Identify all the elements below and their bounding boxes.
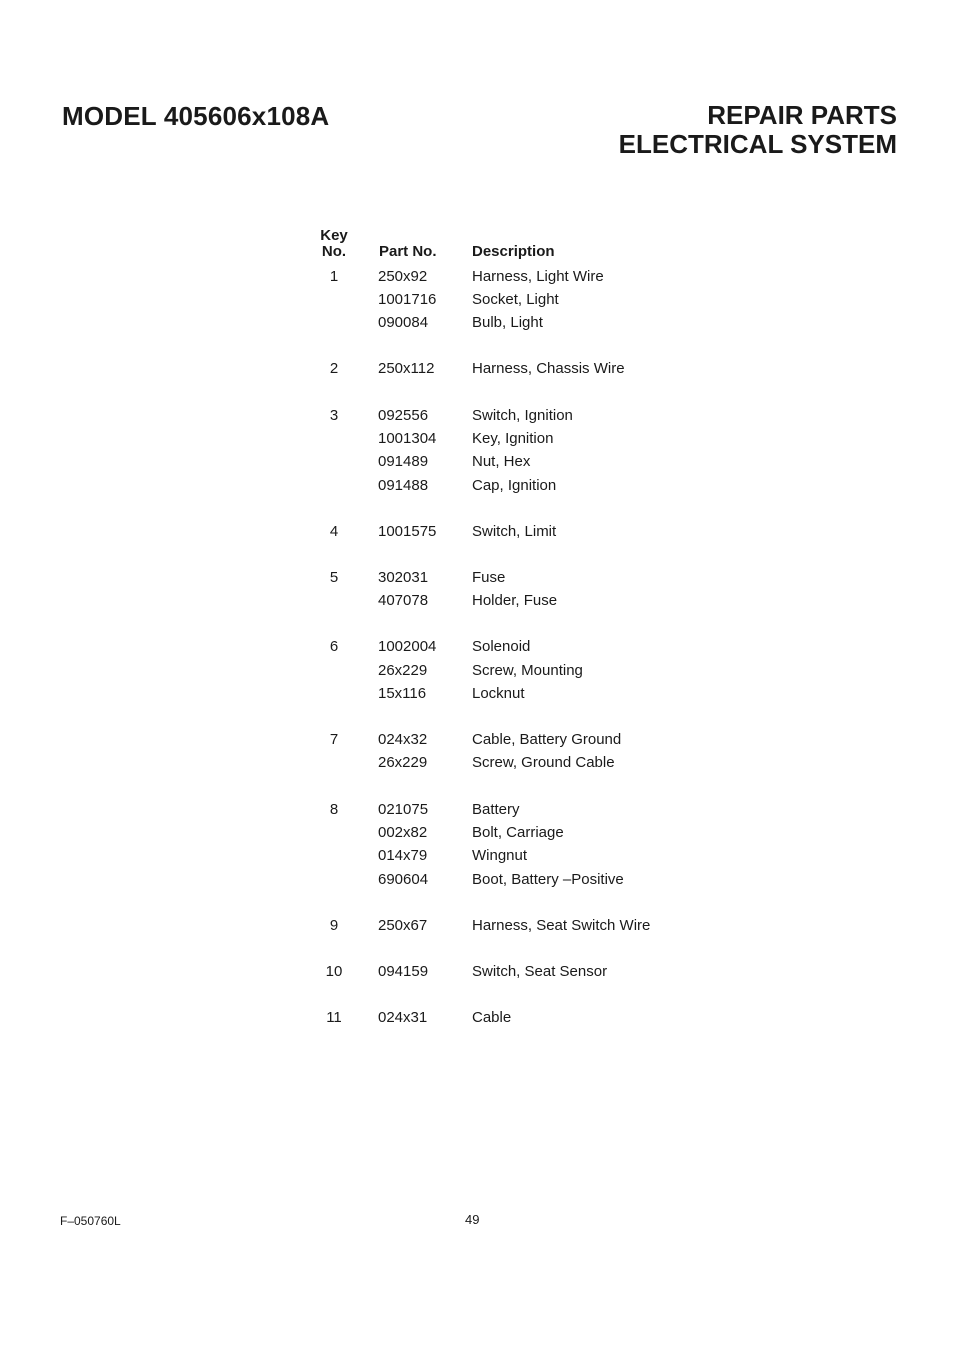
part-no: 26x229 bbox=[378, 754, 428, 771]
description: Switch, Seat Sensor bbox=[472, 963, 608, 980]
description: Nut, Hex bbox=[472, 453, 531, 470]
description: Harness, Chassis Wire bbox=[472, 360, 625, 377]
description: Boot, Battery –Positive bbox=[472, 871, 624, 888]
description: Switch, Limit bbox=[472, 523, 557, 540]
page-number: 49 bbox=[465, 1212, 480, 1227]
table-row bbox=[0, 267, 954, 287]
table-row bbox=[0, 730, 954, 750]
part-no: 024x32 bbox=[378, 731, 428, 748]
description: Cap, Ignition bbox=[472, 477, 557, 494]
table-row bbox=[0, 476, 954, 496]
description: Bulb, Light bbox=[472, 314, 543, 331]
table-row bbox=[0, 591, 954, 611]
part-no: 014x79 bbox=[378, 847, 428, 864]
table-row bbox=[0, 753, 954, 773]
key-no: 7 bbox=[329, 731, 339, 748]
table-row bbox=[0, 684, 954, 704]
table-row bbox=[0, 962, 954, 982]
description: Harness, Seat Switch Wire bbox=[472, 917, 651, 934]
column-header-key bbox=[314, 228, 354, 260]
table-row bbox=[0, 452, 954, 472]
table-row bbox=[0, 870, 954, 890]
table-row bbox=[0, 406, 954, 426]
part-no: 092556 bbox=[378, 407, 429, 424]
document-code: F–050760L bbox=[60, 1214, 121, 1228]
description: Bolt, Carriage bbox=[472, 824, 564, 841]
table-row bbox=[0, 800, 954, 820]
description: Screw, Mounting bbox=[472, 662, 583, 679]
key-no: 4 bbox=[329, 523, 339, 540]
part-no: 15x116 bbox=[378, 685, 427, 702]
part-no: 094159 bbox=[378, 963, 429, 980]
table-row bbox=[0, 429, 954, 449]
table-row bbox=[0, 823, 954, 843]
part-no: 090084 bbox=[378, 314, 429, 331]
model-title: MODEL 405606x108A bbox=[62, 101, 330, 131]
table-row bbox=[0, 1008, 954, 1028]
part-no: 091488 bbox=[378, 477, 429, 494]
key-no: 3 bbox=[329, 407, 339, 424]
part-no: 302031 bbox=[378, 569, 429, 586]
part-no: 024x31 bbox=[378, 1009, 428, 1026]
key-no: 9 bbox=[329, 917, 339, 934]
part-no: 1001575 bbox=[378, 523, 437, 540]
description: Harness, Light Wire bbox=[472, 268, 604, 285]
part-no: 091489 bbox=[378, 453, 429, 470]
column-header-part-no: Part No. bbox=[379, 243, 437, 260]
description: Cable, Battery Ground bbox=[472, 731, 622, 748]
description: Solenoid bbox=[472, 638, 531, 655]
key-no: 5 bbox=[329, 569, 339, 586]
part-no: 1001304 bbox=[378, 430, 437, 447]
table-row bbox=[0, 522, 954, 542]
key-no: 8 bbox=[329, 801, 339, 818]
section-title bbox=[619, 101, 897, 159]
table-row bbox=[0, 846, 954, 866]
table-row bbox=[0, 916, 954, 936]
key-no: 10 bbox=[325, 963, 343, 980]
part-no: 1002004 bbox=[378, 638, 437, 655]
description: Key, Ignition bbox=[472, 430, 554, 447]
key-no: 1 bbox=[329, 268, 339, 285]
table-row bbox=[0, 637, 954, 657]
column-header-description: Description bbox=[472, 243, 555, 260]
description: Wingnut bbox=[472, 847, 528, 864]
description: Locknut bbox=[472, 685, 525, 702]
part-no: 021075 bbox=[378, 801, 429, 818]
description: Switch, Ignition bbox=[472, 407, 573, 424]
key-no: 11 bbox=[326, 1009, 342, 1026]
part-no: 250x92 bbox=[378, 268, 428, 285]
part-no: 250x67 bbox=[378, 917, 428, 934]
table-row bbox=[0, 359, 954, 379]
part-no: 26x229 bbox=[378, 662, 428, 679]
section-title-line-1: REPAIR PARTS bbox=[707, 100, 897, 130]
key-no: 6 bbox=[329, 638, 339, 655]
column-header-key-line-2: No. bbox=[321, 243, 347, 260]
section-title-line-2: ELECTRICAL SYSTEM bbox=[618, 129, 897, 159]
part-no: 002x82 bbox=[378, 824, 428, 841]
description: Cable bbox=[472, 1009, 512, 1026]
column-header-key-line-1: Key bbox=[320, 227, 348, 244]
description: Screw, Ground Cable bbox=[472, 754, 615, 771]
part-no: 250x112 bbox=[378, 360, 435, 377]
table-row bbox=[0, 313, 954, 333]
description: Socket, Light bbox=[472, 291, 559, 308]
description: Holder, Fuse bbox=[472, 592, 558, 609]
part-no: 690604 bbox=[378, 871, 429, 888]
description: Battery bbox=[472, 801, 520, 818]
part-no: 407078 bbox=[378, 592, 429, 609]
table-row bbox=[0, 661, 954, 681]
part-no: 1001716 bbox=[378, 291, 437, 308]
key-no: 2 bbox=[329, 360, 339, 377]
table-row bbox=[0, 290, 954, 310]
description: Fuse bbox=[472, 569, 506, 586]
table-row bbox=[0, 568, 954, 588]
